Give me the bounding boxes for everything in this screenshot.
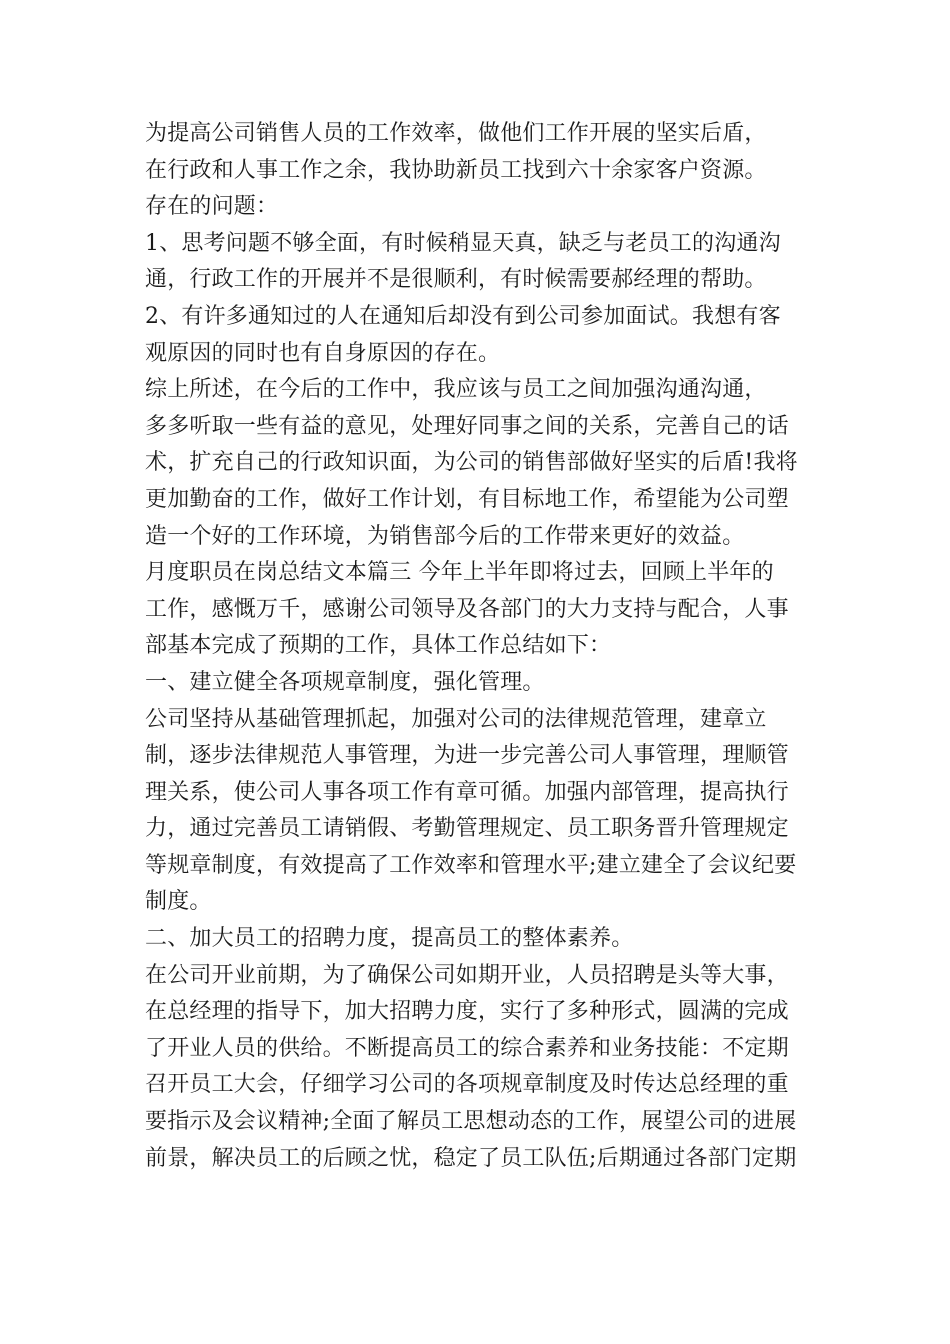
text-line: 等规章制度，有效提高了工作效率和管理水平;建立建全了会议纪要 <box>145 852 797 878</box>
text-line: 力，通过完善员工请销假、考勤管理规定、员工职务晋升管理规定 <box>145 816 789 842</box>
document-body <box>145 116 825 1177</box>
text-line: 制，逐步法律规范人事管理，为进一步完善公司人事管理，理顺管 <box>145 743 789 769</box>
text-line: 1、思考问题不够全面，有时候稍显天真，缺乏与老员工的沟通沟 <box>145 230 781 256</box>
text-line: 术，扩充自己的行政知识面，为公司的销售部做好坚实的后盾!我将 <box>145 450 798 476</box>
text-line: 通，行政工作的开展并不是很顺利，有时候需要郝经理的帮助。 <box>145 267 767 293</box>
text-line: 制度。 <box>145 889 212 915</box>
text-line: 更加勤奋的工作，做好工作计划，有目标地工作，希望能为公司塑 <box>145 486 789 512</box>
text-line: 在公司开业前期，为了确保公司如期开业，人员招聘是头等大事， <box>145 962 789 988</box>
text-line: 观原因的同时也有自身原因的存在。 <box>145 340 501 366</box>
text-line: 在行政和人事工作之余，我协助新员工找到六十余家客户资源。 <box>145 157 767 183</box>
text-line: 要指示及会议精神;全面了解员工思想动态的工作，展望公司的进展 <box>145 1109 797 1135</box>
text-line: 2、有许多通知过的人在通知后却没有到公司参加面试。我想有客 <box>145 303 781 329</box>
text-line: 了开业人员的供给。不断提高员工的综合素养和业务技能：不定期 <box>145 1035 789 1061</box>
text-line: 召开员工大会，仔细学习公司的各项规章制度及时传达总经理的重 <box>145 1072 789 1098</box>
text-line: 综上所述，在今后的工作中，我应该与员工之间加强沟通沟通， <box>145 377 767 403</box>
text-line: 理关系，使公司人事各项工作有章可循。加强内部管理，提高执行 <box>145 779 789 805</box>
text-line: 造一个好的工作环境，为销售部今后的工作带来更好的效益。 <box>145 523 745 549</box>
text-line: 多多听取一些有益的意见，处理好同事之间的关系，完善自己的话 <box>145 413 789 439</box>
text-line: 前景，解决员工的后顾之忧，稳定了员工队伍;后期通过各部门定期 <box>145 1145 797 1171</box>
subheading-line: 一、建立健全各项规章制度，强化管理。 <box>145 669 545 695</box>
text-line: 在总经理的指导下，加大招聘力度，实行了多种形式，圆满的完成 <box>145 999 789 1025</box>
text-line: 为提高公司销售人员的工作效率，做他们工作开展的坚实后盾， <box>145 121 767 146</box>
text-line: 存在的问题： <box>145 194 279 220</box>
section-heading-line: 月度职员在岗总结文本篇三 今年上半年即将过去，回顾上半年的 <box>145 560 774 586</box>
text-line: 部基本完成了预期的工作，具体工作总结如下： <box>145 633 612 659</box>
text-line: 工作，感慨万千，感谢公司领导及各部门的大力支持与配合，人事 <box>145 596 789 622</box>
text-line: 公司坚持从基础管理抓起，加强对公司的法律规范管理，建章立 <box>145 706 767 732</box>
subheading-line: 二、加大员工的招聘力度，提高员工的整体素养。 <box>145 926 634 952</box>
